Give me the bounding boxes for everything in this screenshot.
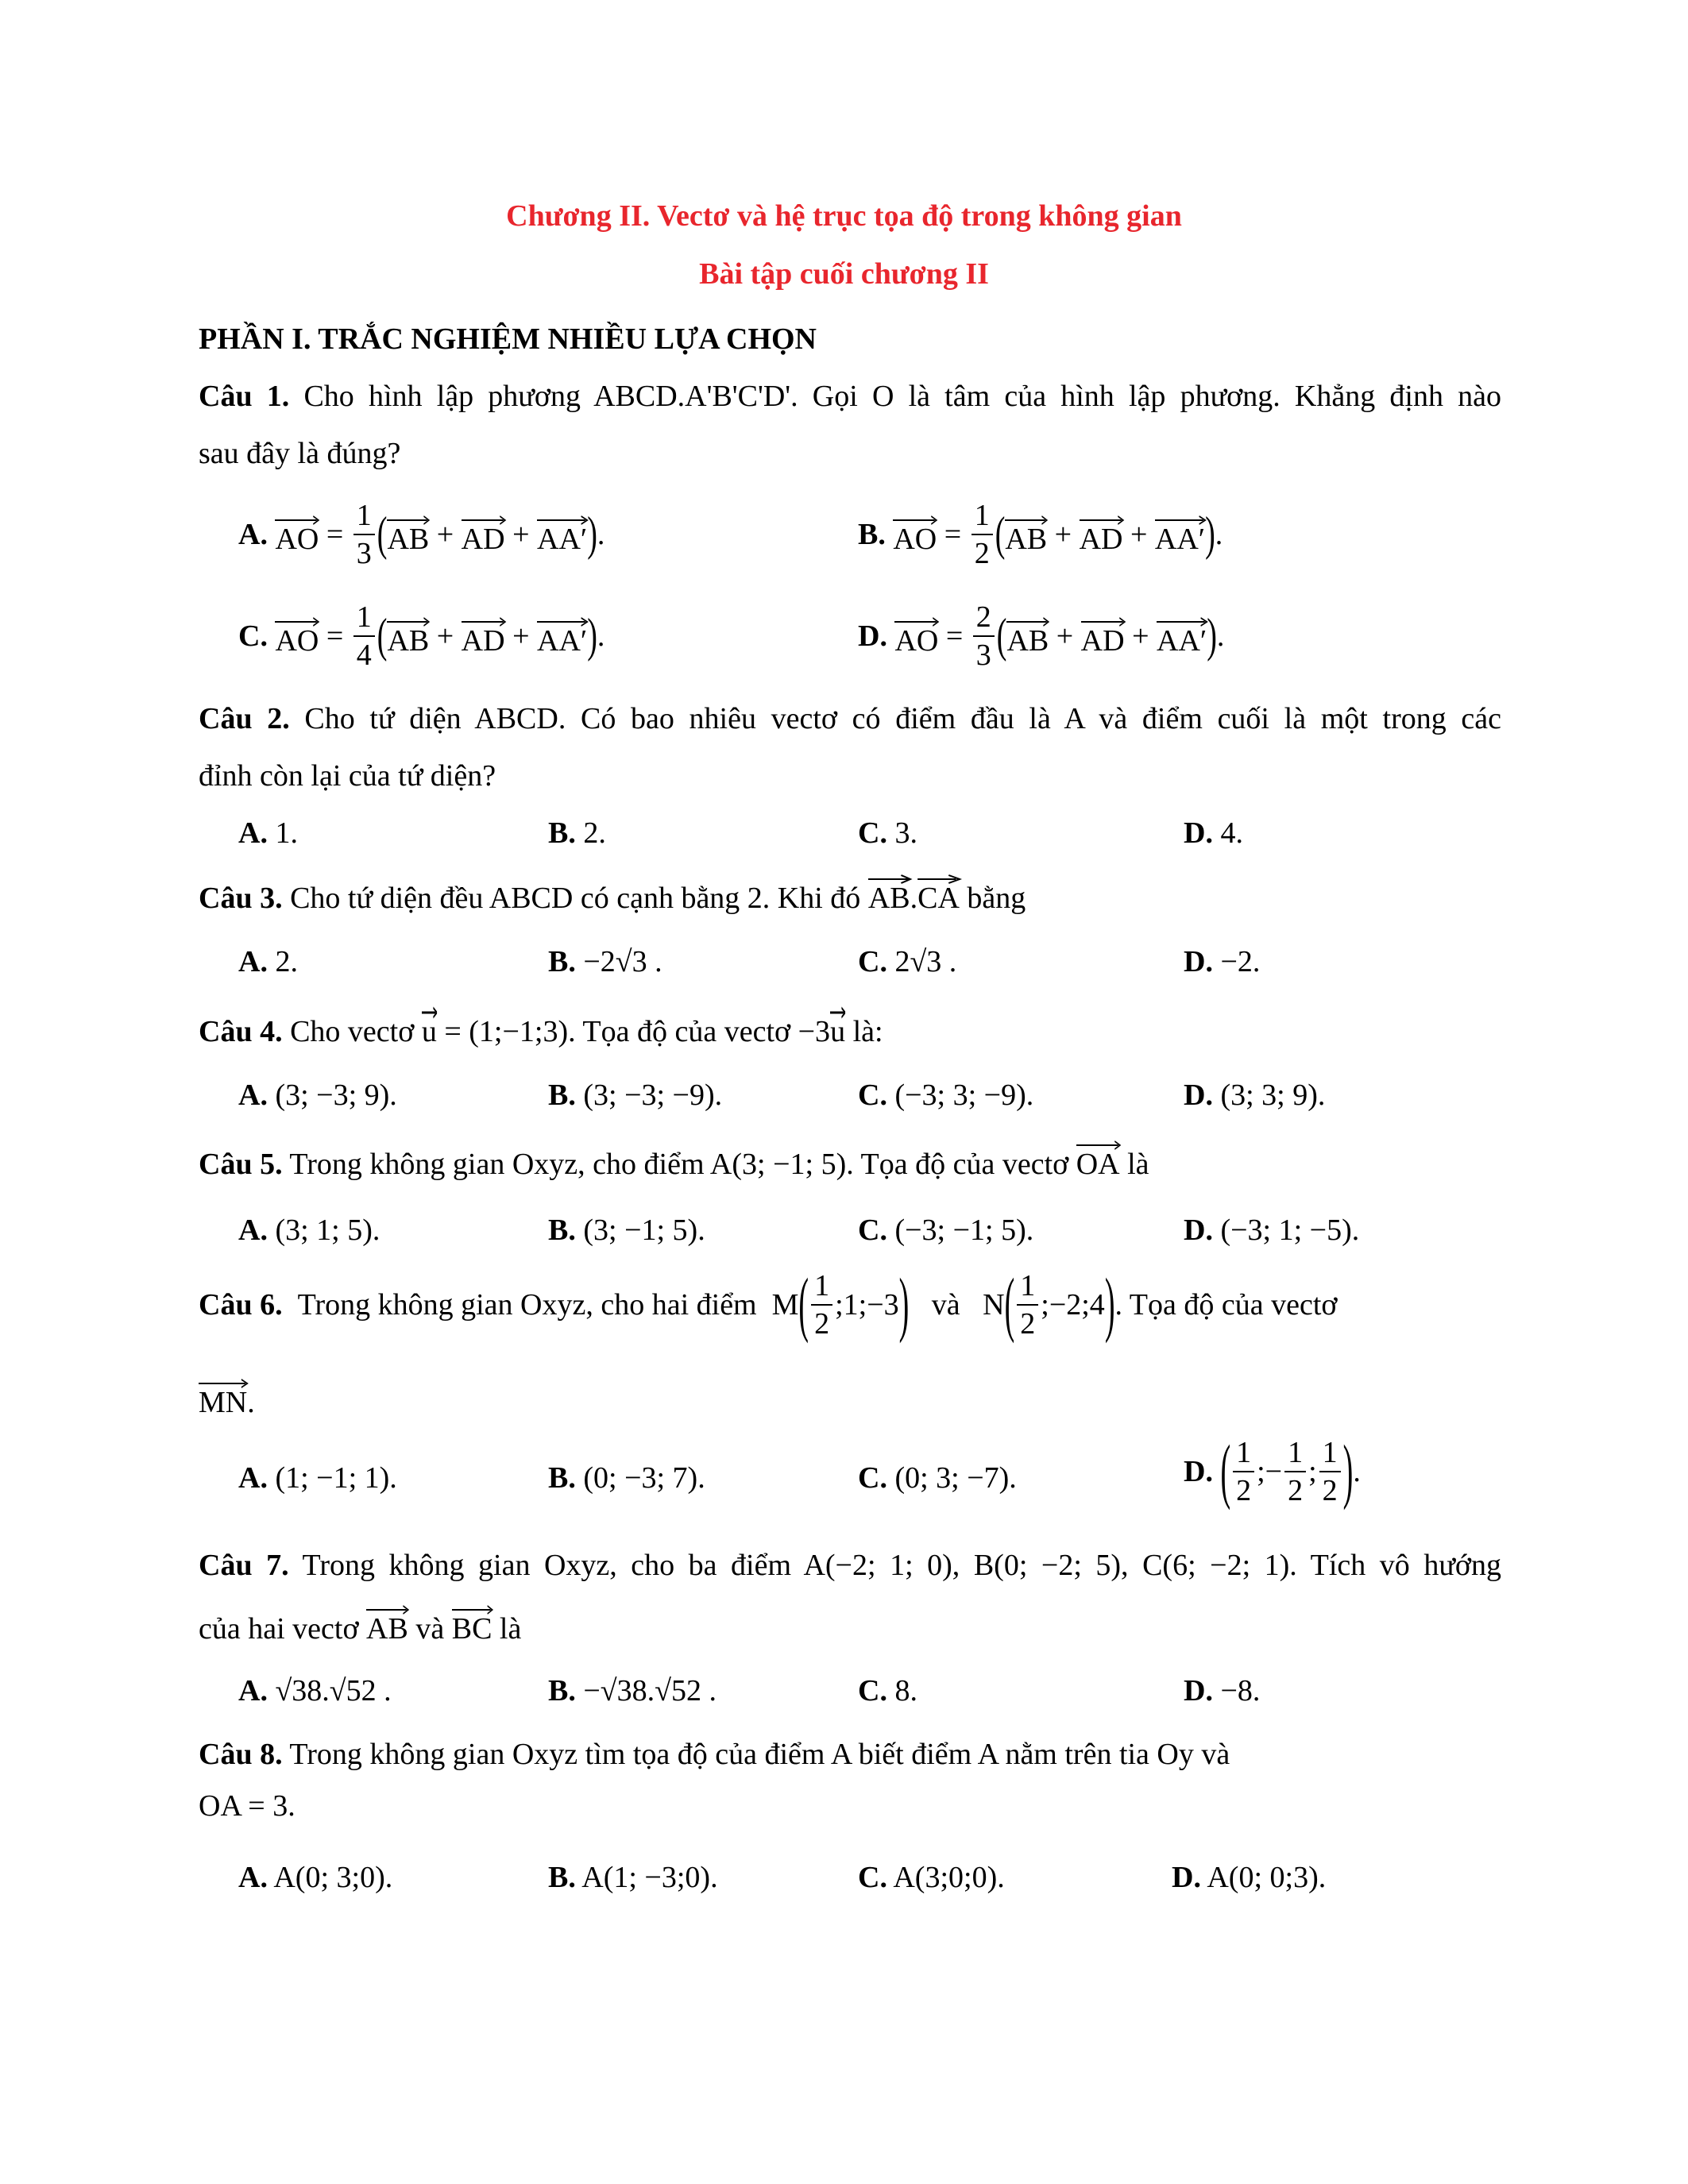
question-1-option-c[interactable]: C. AO = $\frac{1}{4}$ ( AB + AD + AA′ ) . [238,600,605,672]
vector-ab: AB [366,1604,408,1644]
question-6-option-b[interactable]: B. (0; −3; 7). [548,1461,705,1495]
question-7-option-a[interactable]: A. √38.√52 . [238,1674,392,1707]
question-1-option-a[interactable]: A. AO = $\frac{1}{3}$ ( AB + AD + AA′ ) . [238,499,605,570]
question-4-option-d[interactable]: D. (3; 3; 9). [1184,1078,1326,1112]
question-4-option-b[interactable]: B. (3; −3; −9). [548,1078,723,1112]
question-7-option-b[interactable]: B. −√38.√52 . [548,1674,717,1707]
question-2-line-2: đỉnh còn lại của tứ diện? [199,759,496,793]
question-2-option-b[interactable]: B. 2. [548,816,606,850]
vector-ao: AO [275,515,319,554]
question-5-option-a[interactable]: A. (3; 1; 5). [238,1214,380,1247]
vector-ab-dot-ca: AB.CA [868,874,960,913]
question-label: Câu 7. [199,1549,289,1582]
question-7-option-c[interactable]: C. 8. [858,1674,917,1707]
question-label: Câu 2. [199,702,290,735]
chapter-title: Chương II. Vectơ và hệ trục tọa độ trong không gian [506,199,1182,233]
fraction: $\frac{1}{4}$ [353,602,375,670]
question-text: Cho hình lập phương ABCD.A'B'C'D'. Gọi O là tâm của hình lập phương. Khẳng định nào [303,380,1502,413]
question-8-option-d[interactable]: D. A(0; 0;3). [1172,1861,1327,1894]
question-8-option-c[interactable]: C. A(3;0;0). [858,1861,1005,1894]
question-2-line-1 [199,704,1501,734]
question-2-option-a[interactable]: A. 1. [238,816,298,850]
question-text: Trong không gian Oxyz, cho điểm A(3; −1; 5). Tọa độ của vectơ [289,1148,1069,1181]
question-3-option-a[interactable]: A. 2. [238,945,298,978]
question-text: Cho tứ diện ABCD. Có bao nhiêu vectơ có điểm đầu là A và điểm cuối là một trong các [304,702,1502,735]
option-label: D. [858,619,887,653]
question-1-line-2: sau đây là đúng? [199,437,401,470]
question-8-line-2: OA = 3. [199,1789,295,1823]
section-title: PHẦN I. TRẮC NGHIỆM NHIỀU LỰA CHỌN [199,322,817,356]
question-5-option-b[interactable]: B. (3; −1; 5). [548,1214,705,1247]
question-7-option-d[interactable]: D. −8. [1184,1674,1261,1707]
question-label: Câu 1. [199,380,290,413]
question-label: Câu 5. [199,1148,283,1181]
question-4-line: Câu 4. Cho vectơ u = (1;−1;3). Tọa độ của vectơ −3u là: [199,1007,1501,1047]
fraction: $\frac{1}{2}$ [971,500,993,569]
option-label: A. [238,518,268,551]
vector-bc: BC [452,1604,492,1644]
question-7-line-1 [199,1550,1501,1580]
question-label: Câu 8. [199,1738,283,1771]
question-6-line-1: Câu 6. Trong không gian Oxyz, cho hai điểm M ( $\frac{1}{2}$ ;1;−3 ) và N ( $\frac{1}{2}$ ;−2;4 ) . Tọa độ của vectơ [199,1264,1338,1345]
vector-u: u [422,1007,437,1047]
option-label: C. [238,619,268,653]
question-4-option-a[interactable]: A. (3; −3; 9). [238,1078,397,1112]
question-3-option-b[interactable]: B. −2√3 . [548,945,662,978]
question-5-option-d[interactable]: D. (−3; 1; −5). [1184,1214,1360,1247]
lesson-title: Bài tập cuối chương II [699,257,989,291]
vector-oa: OA [1076,1140,1120,1179]
question-8-option-a[interactable]: A. A(0; 3;0). [238,1861,393,1894]
question-7-line-2: của hai vectơ AB và BC là [199,1604,1501,1644]
question-3-line: Câu 3. Cho tứ diện đều ABCD có cạnh bằng 2. Khi đó AB.CA bằng [199,874,1501,913]
option-label: B. [858,518,886,551]
question-1-option-b[interactable]: B. AO = $\frac{1}{2}$ ( AB + AD + AA′ ) . [858,499,1223,570]
question-label: Câu 3. [199,882,283,915]
question-1-option-d[interactable]: D. AO = $\frac{2}{3}$ ( AB + AD + AA′ ) . [858,600,1225,672]
question-6-option-a[interactable]: A. (1; −1; 1). [238,1461,397,1495]
question-5-option-c[interactable]: C. (−3; −1; 5). [858,1214,1034,1247]
question-8-option-b[interactable]: B. A(1; −3;0). [548,1861,718,1894]
question-text: Trong không gian Oxyz, cho hai điểm [297,1288,757,1322]
question-6-option-d[interactable]: D. ( $\frac{1}{2}$ ;− $\frac{1}{2}$ ; $\frac{1}{2}$ ) . [1184,1431,1361,1512]
question-3-option-c[interactable]: C. 2√3 . [858,945,957,978]
fraction: $\frac{2}{3}$ [973,602,995,670]
question-text: Trong không gian Oxyz, cho ba điểm A(−2; 1; 0), B(0; −2; 5), C(6; −2; 1). Tích vô hướng [302,1549,1502,1582]
question-label: Câu 4. [199,1015,283,1048]
question-3-option-d[interactable]: D. −2. [1184,945,1261,978]
question-2-option-d[interactable]: D. 4. [1184,816,1243,850]
question-1-line-1 [199,381,1501,411]
question-label: Câu 6. [199,1288,283,1322]
fraction: $\frac{1}{3}$ [353,500,375,569]
vector-u: u [830,1007,845,1047]
question-5-line: Câu 5. Trong không gian Oxyz, cho điểm A(3; −1; 5). Tọa độ của vectơ OA là [199,1140,1501,1179]
question-6-option-c[interactable]: C. (0; 3; −7). [858,1461,1017,1495]
question-8-line-1 [199,1739,1382,1769]
question-6-line-2: MN . [199,1378,1501,1418]
question-text: Trong không gian Oxyz tìm tọa độ của điểm A biết điểm A nằm trên tia Oy và [289,1738,1230,1771]
question-2-option-c[interactable]: C. 3. [858,816,917,850]
question-text: Cho vectơ [290,1015,415,1048]
question-4-option-c[interactable]: C. (−3; 3; −9). [858,1078,1034,1112]
vector-mn: MN [199,1378,247,1418]
question-text: Cho tứ diện đều ABCD có cạnh bằng 2. Khi đó [290,882,861,915]
